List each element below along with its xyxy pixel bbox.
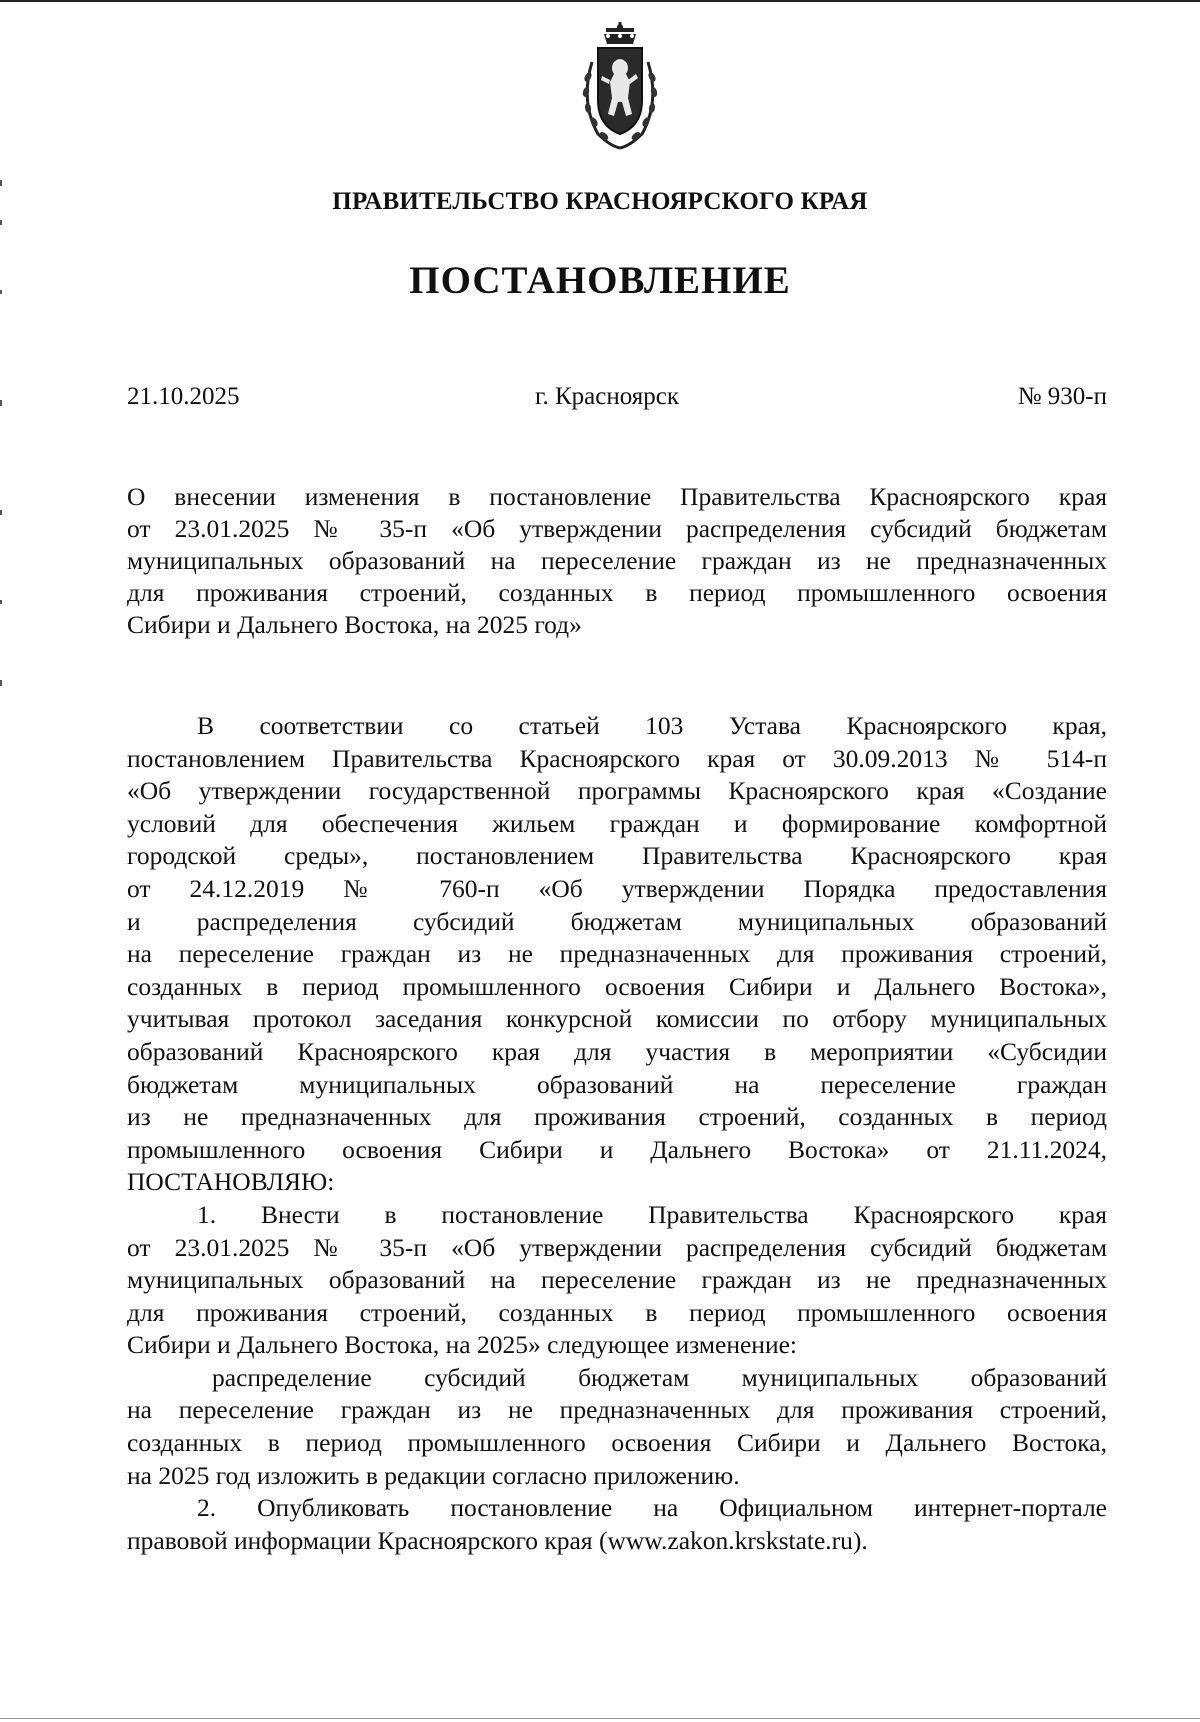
body-line: на 2025 год изложить в редакции согласно приложению. bbox=[127, 1460, 740, 1490]
body-line: учитывая протокол заседания конкурсной комиссии по отбору муниципальных bbox=[127, 1004, 1107, 1034]
body-line: правовой информации Красноярского края (www.zakon.krskstate.ru). bbox=[127, 1525, 868, 1555]
body-line: на переселение граждан из не предназначенных для проживания строений, bbox=[127, 1395, 1107, 1425]
body-line: от 24.12.2019 № 760-п «Об утверждении Порядка предоставления bbox=[127, 873, 1107, 903]
body-line: образований Красноярского края для участия в мероприятии «Субсидии bbox=[127, 1036, 1107, 1066]
document-body bbox=[127, 710, 1107, 1557]
subject-line: О внесении изменения в постановление Правительства Красноярского края bbox=[127, 482, 1107, 511]
scan-top-edge bbox=[0, 0, 1200, 2]
body-line: В соответствии со статьей 103 Устава Красноярского края, bbox=[197, 711, 1107, 740]
body-line: от 23.01.2025 № 35-п «Об утверждении распределения субсидий бюджетам bbox=[127, 1232, 1107, 1262]
body-line: 2. Опубликовать постановление на Официальном интернет-портале bbox=[197, 1493, 1107, 1523]
scan-bottom-edge bbox=[0, 1718, 1200, 1719]
body-line: созданных в период промышленного освоения Сибири и Дальнего Востока, bbox=[127, 1428, 1107, 1458]
body-line: городской среды», постановлением Правительства Красноярского края bbox=[127, 841, 1107, 871]
body-line: на переселение граждан из не предназначенных для проживания строений, bbox=[127, 939, 1107, 969]
body-line: созданных в период промышленного освоения Сибири и Дальнего Востока», bbox=[127, 971, 1107, 1001]
body-line-decree: ПОСТАНОВЛЯЮ: bbox=[127, 1167, 335, 1197]
subject-line: для проживания строений, созданных в период промышленного освоения bbox=[127, 578, 1107, 607]
body-line: и распределения субсидий бюджетам муниципальных образований bbox=[127, 906, 1107, 936]
document-date: 21.10.2025 bbox=[127, 383, 240, 410]
coat-of-arms-icon bbox=[570, 22, 670, 152]
body-line: условий для обеспечения жильем граждан и формирование комфортной bbox=[127, 808, 1107, 838]
body-line: 1. Внести в постановление Правительства Красноярского края bbox=[197, 1199, 1107, 1229]
subject-line: Сибири и Дальнего Востока, на 2025 год» bbox=[127, 610, 582, 639]
body-line: из не предназначенных для проживания строений, созданных в период bbox=[127, 1102, 1107, 1132]
document-city: г. Красноярск bbox=[535, 383, 679, 410]
document-meta-row bbox=[127, 383, 1107, 411]
body-line: муниципальных образований на переселение граждан из не предназначенных bbox=[127, 1265, 1107, 1295]
document-subject bbox=[127, 481, 1107, 641]
subject-line: от 23.01.2025 № 35-п «Об утверждении распределения субсидий бюджетам bbox=[127, 514, 1107, 543]
government-title: ПРАВИТЕЛЬСТВО КРАСНОЯРСКОГО КРАЯ bbox=[332, 188, 868, 215]
document-type-title: ПОСТАНОВЛЕНИЕ bbox=[409, 259, 791, 302]
body-line: для проживания строений, созданных в период промышленного освоения bbox=[127, 1297, 1107, 1327]
body-line: распределение субсидий бюджетам муниципальных образований bbox=[212, 1362, 1107, 1392]
body-line: постановлением Правительства Красноярского края от 30.09.2013 № 514-п bbox=[127, 743, 1107, 773]
body-line: бюджетам муниципальных образований на переселение граждан bbox=[127, 1069, 1107, 1099]
body-line: промышленного освоения Сибири и Дальнего Востока» от 21.11.2024, bbox=[127, 1134, 1107, 1164]
document-number: № 930-п bbox=[1017, 383, 1107, 410]
body-line: Сибири и Дальнего Востока, на 2025» следующее изменение: bbox=[127, 1330, 797, 1360]
subject-line: муниципальных образований на переселение граждан из не предназначенных bbox=[127, 546, 1107, 575]
body-line: «Об утверждении государственной программы Красноярского края «Создание bbox=[127, 776, 1107, 806]
